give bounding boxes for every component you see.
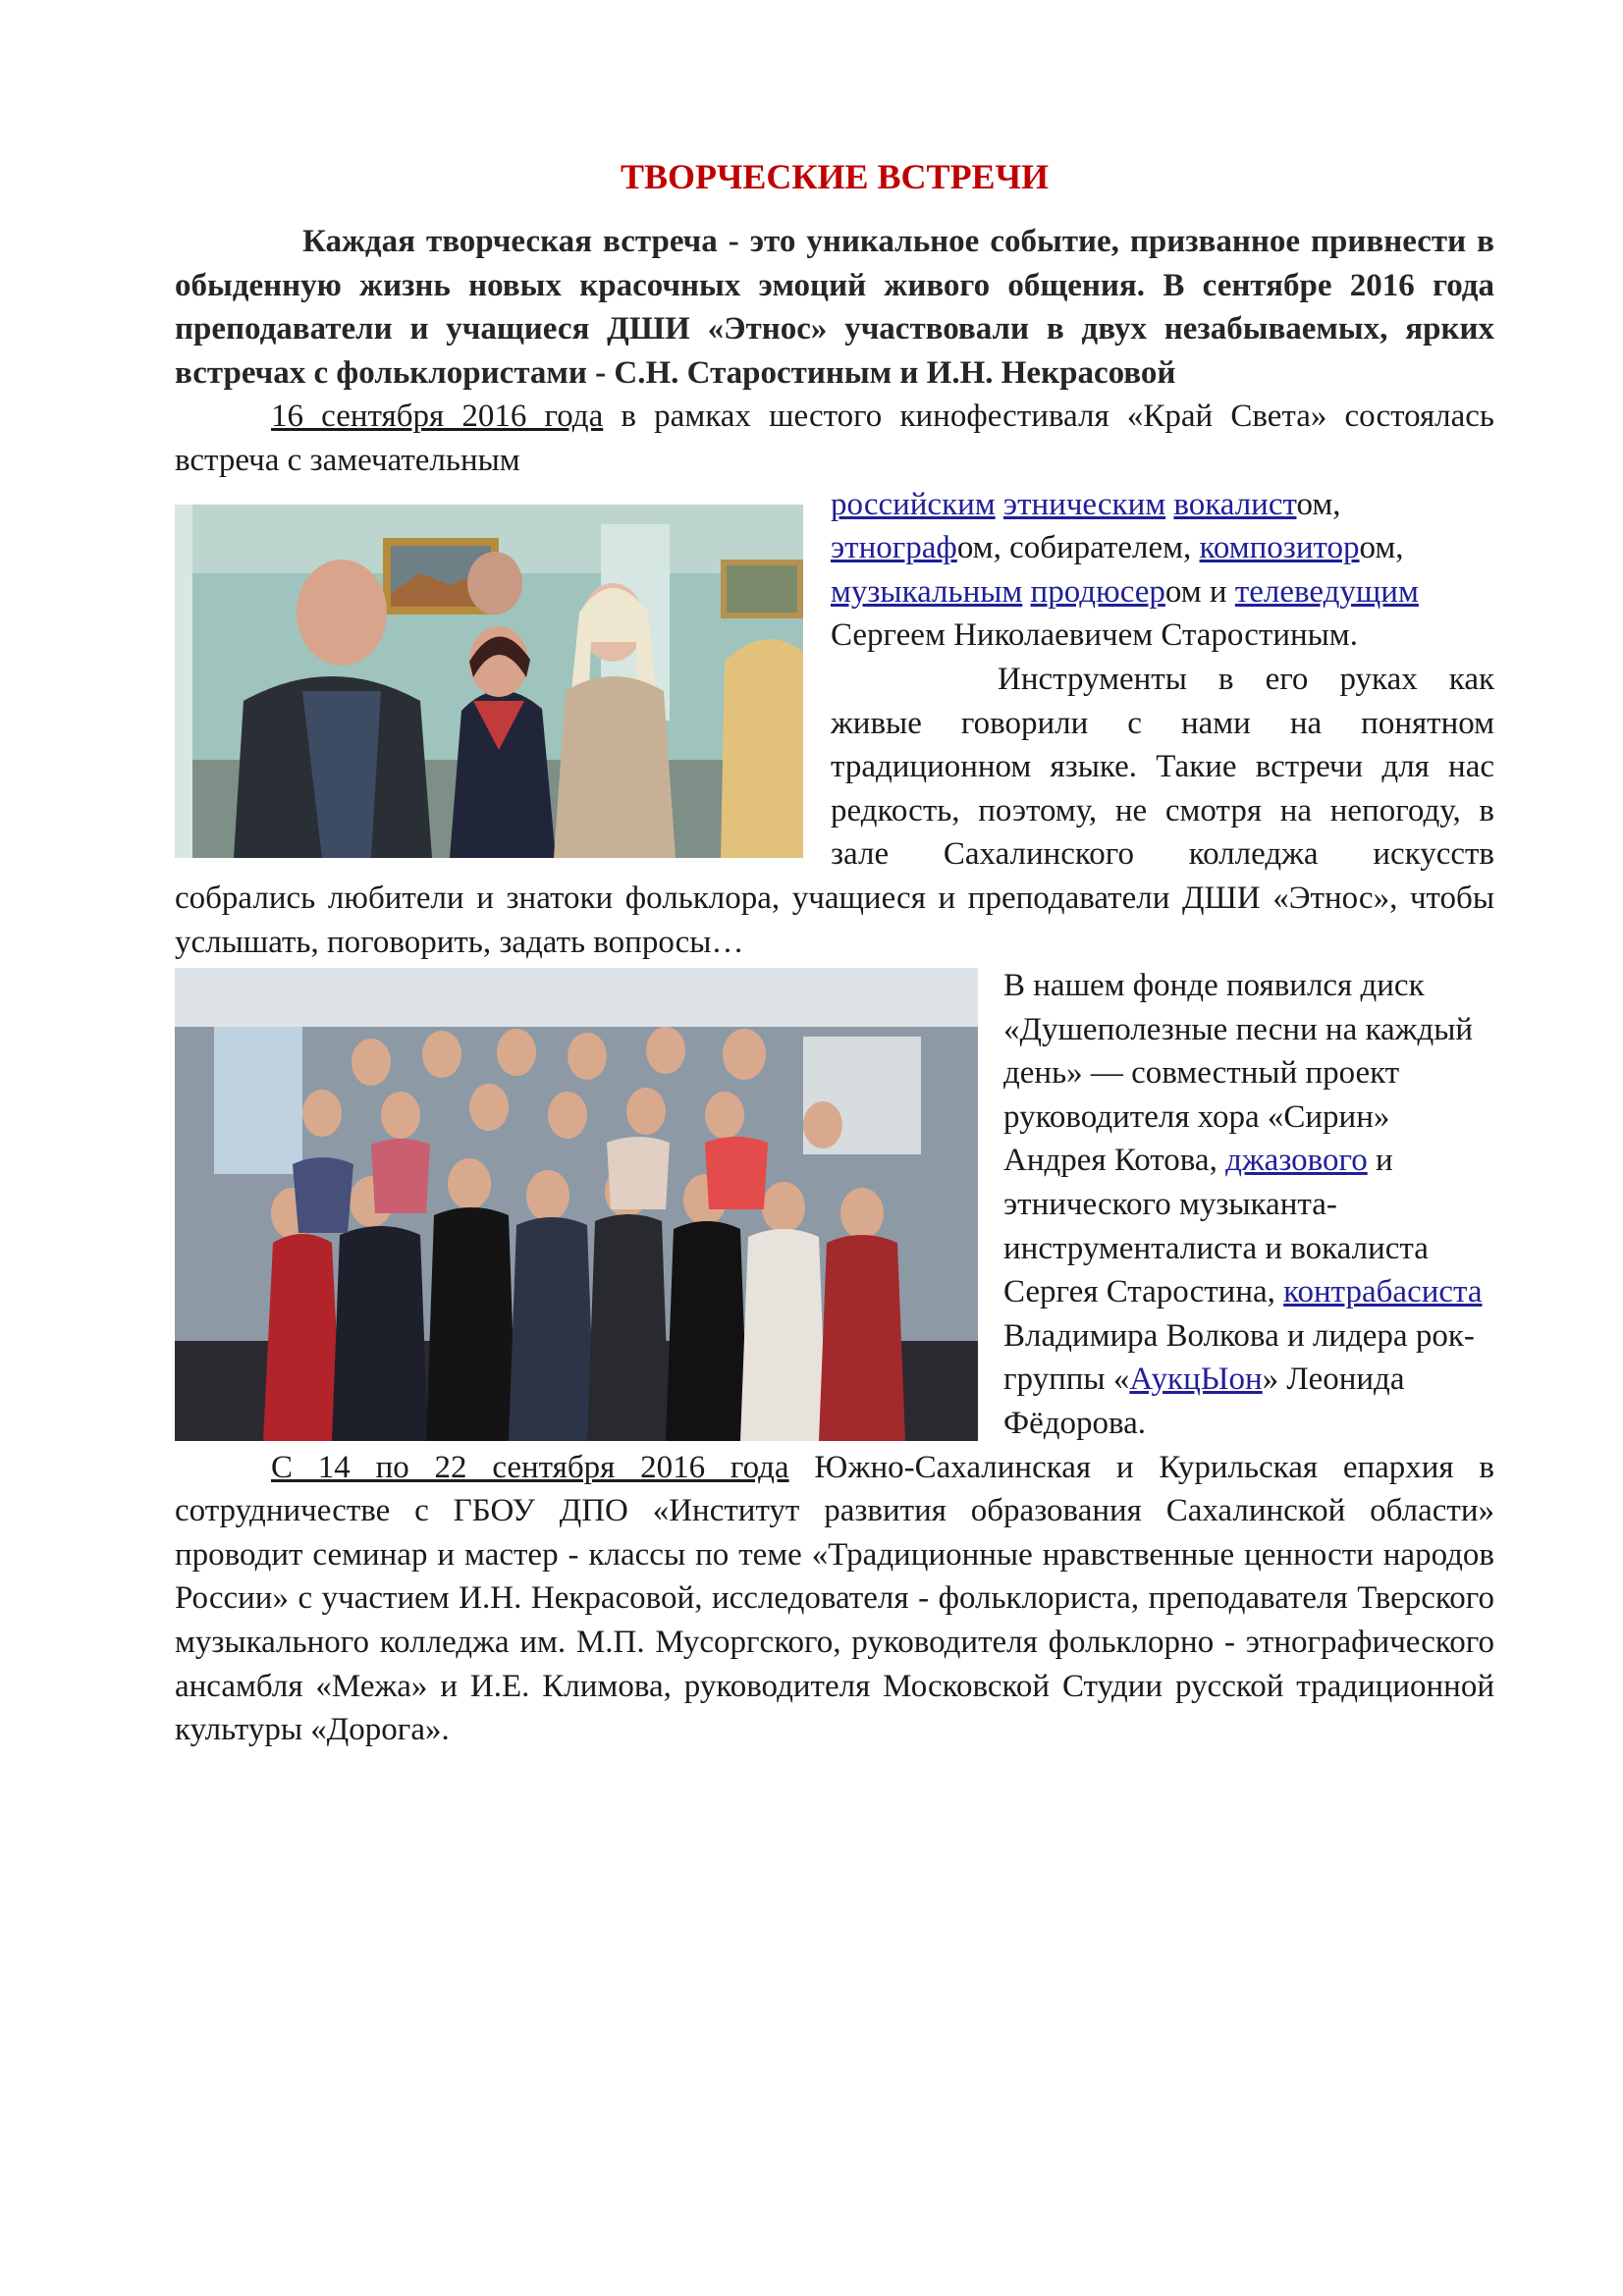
paragraph-starostin-meeting: 16 сентября 2016 года в рамках шестого кинофестиваля «Край Света» состоялась встреча с замечательным: [175, 399, 1494, 478]
photo-group-image: [175, 968, 978, 1441]
lead-paragraph: Каждая творческая встреча - это уникальное событие, призванное привнести в обыденную жизнь новых красочных эмоций живого общения. В сентябре 2016 года преподаватели и учащиеся ДШИ «Этнос» участвовали в двух незабываемых, ярких встречах с фольклористами - С.Н. Старостиным и И.Н. Некрасовой: [175, 224, 1494, 391]
link-auktsyon[interactable]: АукцЫон: [1129, 1362, 1263, 1398]
paragraph-instruments: Инструменты в его руках как живые говорили с нами на понятном традиционном языке. Такие встречи для нас редкость, поэтому, не смотря на непогоду, в зале Сахалинского колледжа искусств собрались любители и знатоки фольклора, учащиеся и преподаватели ДШИ «Этнос», чтобы услышать, поговорить, задать вопросы…: [175, 661, 1494, 960]
link-composer[interactable]: композитор: [1199, 530, 1360, 566]
paragraph-seminar: С 14 по 22 сентября 2016 года Южно-Сахалинская и Курильская епархия в сотрудничестве с ГБОУ ДПО «Институт развития образования Сахалинской области» проводит семинар и мастер - классы по теме «Традиционные нравственные ценности народов России» с участием И.Н. Некрасовой, исследователя - фольклориста, преподавателя Тверского музыкального колледжа им. М.П. Мусоргского, руководителя фольклорно - этнографического ансамбля «Межа» и И.Е. Климова, руководителя Московской Студии русской традиционной культуры «Дорога».: [175, 1449, 1494, 1748]
link-bassist[interactable]: контрабасиста: [1283, 1274, 1483, 1310]
link-ethnographer[interactable]: этнограф: [831, 530, 957, 566]
link-jazz[interactable]: джазового: [1225, 1143, 1368, 1179]
article: [175, 155, 1494, 1752]
photo-meeting-starostin-image: [175, 505, 803, 858]
photo-group: [175, 968, 978, 1441]
page-title: ТВОРЧЕСКИЕ ВСТРЕЧИ: [620, 157, 1049, 196]
link-tv-host[interactable]: телеведущим: [1234, 573, 1419, 610]
paragraph-disc: В нашем фонде появился диск «Душеполезные песни на каждый день» — совместный проект руководителя хора «Сирин» Андрея Котова, джазового и этнического музыканта-инструменталиста и вокалиста Сергея Старостина, контрабасиста Владимира Волкова и лидера рок-группы «АукцЫон» Леонида Фёдорова.: [1003, 968, 1483, 1442]
photo-meeting-starostin: [175, 505, 803, 858]
link-ethnic[interactable]: этническим: [1002, 486, 1166, 522]
link-producer[interactable]: продюсер: [1030, 573, 1165, 610]
link-musical[interactable]: музыкальным: [831, 573, 1023, 610]
date-sept-14-22: С 14 по 22 сентября 2016 года: [271, 1449, 789, 1485]
date-sept-16: 16 сентября 2016 года: [271, 399, 604, 435]
link-vocalist[interactable]: вокалист: [1173, 486, 1297, 522]
link-russian[interactable]: российским: [831, 486, 996, 522]
paragraph-starostin-intro: российским этническим вокалистом, этнографом, собирателем, композитором, музыкальным продюсером и телеведущим Сергеем Николаевичем Старостиным.: [831, 486, 1419, 654]
